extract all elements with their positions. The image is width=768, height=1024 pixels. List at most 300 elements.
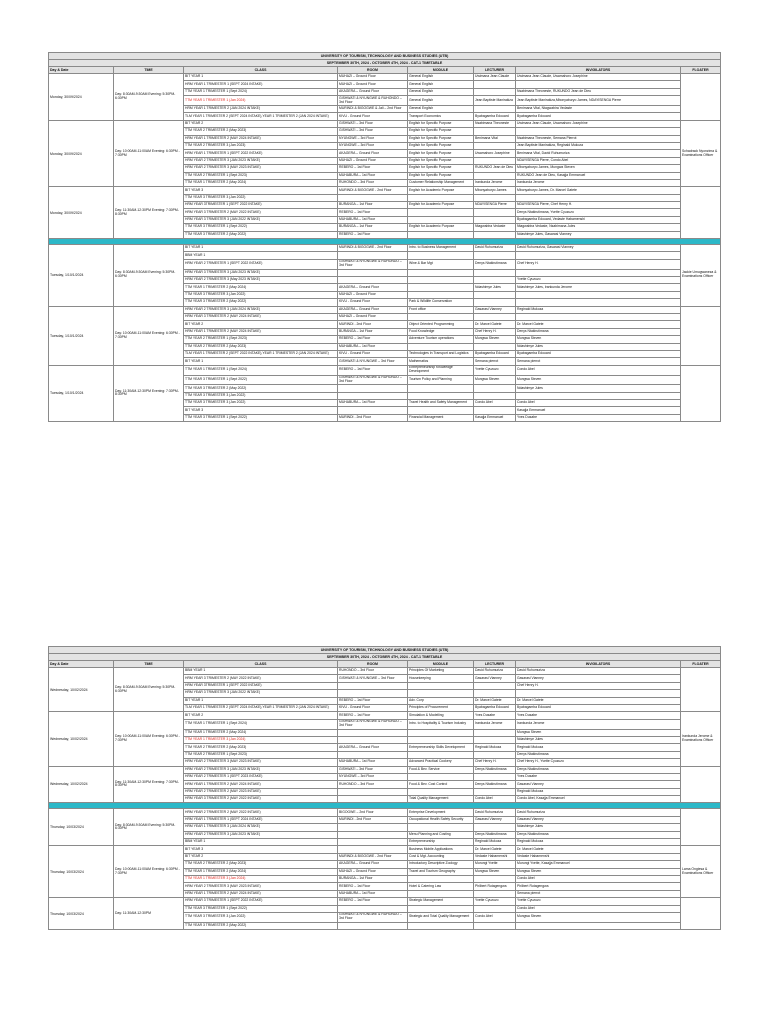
- lecturer-cell: Yves Dusabe: [474, 712, 516, 719]
- class-cell: HRM YEAR 2 TRIMESTER 3 (May 2023 INTAKE): [184, 277, 338, 284]
- lecturer-cell: Murungi Yvette: [474, 861, 516, 868]
- lecturer-cell: Vedaste Habamenshi: [474, 853, 516, 860]
- time-cell: Day: 11:30AM-12:30PM Evening: 7:30PM-8:30PM: [114, 365, 184, 422]
- invigilators-cell: Jean Baptiste Manirakiza,Mbonyaburyo James, NDAYISENGA Pierre: [516, 96, 681, 106]
- class-cell: HRM YEAR 1 TRIMESTER 2 (JAN 2024 INTAKE): [184, 105, 338, 112]
- invigilators-cell: Jean Baptiste Manirakiza, Reginald Mukoza: [516, 142, 681, 149]
- invigilators-cell: Byabagamba Edouard, Vedaste Habamenshi: [516, 216, 681, 223]
- room-cell: REBERO – 1st Floor: [338, 209, 408, 216]
- module-cell: English for Specific Purpose: [408, 157, 474, 164]
- room-cell: RUHONDO – 3rd Floor: [338, 781, 408, 788]
- class-cell: HRM YEAR 3 TRIMESTER 2 (MAY 2022 INTAKE): [184, 796, 338, 803]
- class-cell: TTM YEAR 1 TRIMESTER 2 (May 2024): [184, 729, 338, 736]
- invigilators-cell: Condo Abel: [516, 365, 681, 375]
- lecturer-cell: [474, 88, 516, 95]
- time-cell: Day: 8:30AM-9:30AM Evening: 5:30PM-6:30PM: [114, 245, 184, 307]
- class-cell: TTM YEAR 1 TRIMESTER 3 (Jan 2024): [184, 736, 338, 743]
- class-cell: HRM YEAR 3 TRIMESTER 1 (SEPT 2022 INTAKE): [184, 898, 338, 905]
- room-cell: [338, 269, 408, 276]
- room-cell: GISHWATI & NYUNGWE – 3rd Floor: [338, 675, 408, 682]
- lecturer-cell: [474, 277, 516, 284]
- class-cell: HRM YEAR 1 TRIMESTER 3 (JAN 2024 INTAKE): [184, 824, 338, 831]
- module-cell: [408, 788, 474, 795]
- invigilators-cell: David Ruhumuriza: [516, 809, 681, 816]
- class-cell: TTM YEAR 3 TRIMESTER 3 (Jan 2022): [184, 392, 338, 399]
- invigilators-cell: Chef Henry H.: [516, 682, 681, 689]
- invigilators-cell: [516, 392, 681, 399]
- sheet-title: UNIVERSITY OF TOURISM, TECHNOLOGY AND BUSINESS STUDIES (UTB): [49, 53, 721, 60]
- table-row: [49, 187, 721, 194]
- class-cell: BIT YEAR 2: [184, 712, 338, 719]
- lecturer-cell: Denys Ntakirutimana: [474, 781, 516, 788]
- room-cell: NYUNGWE – 3rd Floor: [338, 135, 408, 142]
- invigilators-cell: Reginald Mukoza: [516, 839, 681, 846]
- invigilators-cell: Byabagamba Edouard: [516, 704, 681, 711]
- invigilators-cell: [516, 81, 681, 88]
- class-cell: TTM YEAR 1 TRIMESTER 1 (Sept 2024): [184, 719, 338, 729]
- time-cell: Day: 10:00AM-11:00AM Evening: 6:30PM - 7:30PM: [114, 846, 184, 898]
- day-date-cell: Monday, 30/09/2024: [49, 74, 114, 121]
- invigilators-cell: Denys Ntakirutimana: [516, 751, 681, 758]
- invigilators-cell: Yves Dusabe: [516, 712, 681, 719]
- lecturer-cell: Mungwa Steven: [474, 868, 516, 875]
- class-cell: TTM YEAR 3 TRIMESTER 1 (Sept 2022): [184, 375, 338, 385]
- class-cell: HRM YEAR 1 TRIMESTER 1 (SEPT 2024 INTAKE): [184, 816, 338, 823]
- lecturer-cell: Condo Abel: [474, 912, 516, 922]
- table-row: [49, 245, 721, 252]
- invigilators-cell: Yves Dusabe: [516, 414, 681, 421]
- invigilators-cell: Denys Ntakirutimana: [516, 831, 681, 838]
- module-cell: [408, 682, 474, 689]
- module-cell: Entrepreneurship Knowledge Development: [408, 365, 474, 375]
- invigilators-cell: Irankunda Jerome: [516, 719, 681, 729]
- room-cell: MUHABURA – 1st Floor: [338, 890, 408, 897]
- lecturer-cell: [474, 922, 516, 929]
- class-cell: TTM YEAR 1 TRIMESTER 1 (Sept 2024): [184, 365, 338, 375]
- class-cell: BIT YEAR 2: [184, 321, 338, 328]
- floater-cell: [681, 365, 721, 422]
- lecturer-cell: [474, 407, 516, 414]
- module-cell: [408, 291, 474, 298]
- invigilators-cell: Ndashimye Jules: [516, 343, 681, 350]
- room-cell: BIGOGWE – 2nd Floor: [338, 809, 408, 816]
- room-cell: BURANGA – 1st Floor: [338, 328, 408, 335]
- module-cell: Wine & Bar Mgt: [408, 259, 474, 269]
- room-cell: [338, 194, 408, 201]
- room-cell: MUHABURA – 1st Floor: [338, 172, 408, 179]
- lecturer-cell: Byabagamba Edouard: [474, 704, 516, 711]
- class-cell: HRM YEAR 3TRIMESTER 1 (SEPT 2022 INTAKE): [184, 202, 338, 209]
- invigilators-cell: Benimana Vital, Ntagwabira Vedaste: [516, 105, 681, 112]
- invigilators-cell: Semana pierrot: [516, 358, 681, 365]
- class-cell: TTM YEAR 2 TRIMESTER 2 (May 2023): [184, 861, 338, 868]
- lecturer-cell: Irankunda Jerome: [474, 719, 516, 729]
- module-cell: Adv. Corp: [408, 697, 474, 704]
- room-cell: MUHAZI – Ground Floor: [338, 291, 408, 298]
- column-header-module: MODULE: [408, 661, 474, 668]
- column-header-class: CLASS: [184, 67, 338, 74]
- class-cell: TTM YEAR 3 TRIMESTER 3 (Jan 2022): [184, 912, 338, 922]
- class-cell: HRM YEAR 2 TRIMESTER 1 (SEPT 2022 INTAKE): [184, 259, 338, 269]
- room-cell: KIVU - Ground Floor: [338, 350, 408, 357]
- day-date-cell: Tuesday, 1/10/1/2024: [49, 306, 114, 365]
- class-cell: BIT YEAR 1: [184, 245, 338, 252]
- module-cell: Entrepreneurship: [408, 839, 474, 846]
- lecturer-cell: Dr. Marcel Gatete: [474, 697, 516, 704]
- class-cell: TLM YEAR 1 TRIMESTER 2 (SEPT 2024 INTAKE),YEAR 1 TRIMESTER 2 (JAN 2024 INTAKE): [184, 113, 338, 120]
- invigilators-cell: [516, 291, 681, 298]
- module-cell: Menu Planning and Costing: [408, 831, 474, 838]
- room-cell: REBERO – 1st Floor: [338, 336, 408, 343]
- column-header-floater: FLOATER: [681, 661, 721, 668]
- class-cell: HRM YEAR 2 TRIMESTER 3 (JAN 2023 INTAKE): [184, 766, 338, 773]
- class-cell: TTM YEAR 2 TRIMESTER 1 (Sept 2023): [184, 172, 338, 179]
- invigilators-cell: Condo Abel, Kasajja Emmanuel: [516, 796, 681, 803]
- module-cell: English for Specific Purpose: [408, 128, 474, 135]
- table-row: [49, 846, 721, 853]
- module-cell: Park & Wildlife Conservation: [408, 299, 474, 306]
- module-cell: [408, 284, 474, 291]
- invigilators-cell: Ndashimye Jules: [516, 385, 681, 392]
- invigilators-cell: Dr. Marcel Gatete: [516, 321, 681, 328]
- module-cell: [408, 905, 474, 912]
- invigilators-cell: Ndashimye Jules: [516, 736, 681, 743]
- invigilators-cell: Nsabimana Theoneste, RUKUNDO Jean de Dieu: [516, 88, 681, 95]
- class-cell: TLM YEAR 1 TRIMESTER 2 (SEPT 2022 INTAKE),YEAR 1 TRIMESTER 2 (JAN 2024 INTAKE): [184, 350, 338, 357]
- class-cell: TTM YEAR 3 TRIMESTER 1 (Sept 2022): [184, 905, 338, 912]
- column-header-class: CLASS: [184, 661, 338, 668]
- room-cell: AKAGERA – Ground Floor: [338, 306, 408, 313]
- timetable-table: [48, 52, 721, 422]
- module-cell: Front office: [408, 306, 474, 313]
- timetable-sheet-1: [48, 52, 720, 422]
- class-cell: HRM YEAR 1 TRIMESTER 1 (SEPT 2024 INTAKE): [184, 81, 338, 88]
- lecturer-cell: [474, 299, 516, 306]
- room-cell: GISHWATI & NYUNGWE & RUHONDO – 3rd Floor: [338, 259, 408, 269]
- room-cell: GISHWATI & NYUNGWE & RUHONDO – 3rd Floor: [338, 375, 408, 385]
- class-cell: TTM YEAR 3 TRIMESTER 2 (May 2022): [184, 922, 338, 929]
- class-cell: HRM YEAR 3 TRIMESTER 3 (JAN 2023 INTAKE): [184, 269, 338, 276]
- module-cell: [408, 890, 474, 897]
- room-cell: MUHABURA – 1st Floor: [338, 216, 408, 223]
- sheet-title: SEPTEMBER 30TH, 2024 - OCTOBER 4TH, 2024 - CAT-1 TIMETABLE: [49, 60, 721, 67]
- module-cell: Intro. to Business Management: [408, 245, 474, 252]
- room-cell: RUHONDO – 3rd Floor: [338, 668, 408, 675]
- lecturer-cell: [474, 216, 516, 223]
- invigilators-cell: RUKUNDO Jean de Dieu, Kasajja Emmanuel: [516, 172, 681, 179]
- room-cell: REBERO – 1st Floor: [338, 898, 408, 905]
- class-cell: TTM YEAR 3 TRIMESTER 2 (May 2022): [184, 385, 338, 392]
- day-date-cell: Tuesday, 1/10/1/2024: [49, 245, 114, 307]
- invigilators-cell: Yvette Cyuzuzo: [516, 898, 681, 905]
- room-cell: [338, 690, 408, 697]
- invigilators-cell: Mungwa Steven: [516, 868, 681, 875]
- invigilators-cell: [516, 128, 681, 135]
- lecturer-cell: [474, 682, 516, 689]
- module-cell: [408, 875, 474, 882]
- invigilators-cell: Mungwa Steven: [516, 912, 681, 922]
- floater-cell: [681, 809, 721, 846]
- invigilators-cell: Dr. Marcel Gatete: [516, 846, 681, 853]
- invigilators-cell: [516, 922, 681, 929]
- lecturer-cell: Gasarasi Vianney: [474, 306, 516, 313]
- column-header-invigilators: INVIGILATORS: [516, 661, 681, 668]
- module-cell: General English: [408, 88, 474, 95]
- time-cell: Day: 10:00AM-11:00AM Evening: 6:30PM - 7:30PM: [114, 306, 184, 365]
- time-cell: Day: 11:30AM-12:30PM: [114, 898, 184, 930]
- invigilators-cell: Reginald Mukoza: [516, 744, 681, 751]
- lecturer-cell: Mungwa Steven: [474, 375, 516, 385]
- module-cell: Food & Bev. Service: [408, 766, 474, 773]
- invigilators-cell: Uwimana Jean Claude, Uwamahoro Josephine: [516, 120, 681, 127]
- room-cell: MUHABURA – 1st Floor: [338, 400, 408, 407]
- time-cell: Day: 10:00AM-11:00AM Evening: 6:30PM - 7:30PM: [114, 712, 184, 766]
- lecturer-cell: David Ruhumuriza: [474, 245, 516, 252]
- module-cell: Adventure Tourism operations: [408, 336, 474, 343]
- class-cell: HRM YEAR 3 TRIMESTER 2 (MAY 2022 INTAKE): [184, 209, 338, 216]
- floater-cell: [681, 187, 721, 239]
- room-cell: MUHAZI – Ground Floor: [338, 868, 408, 875]
- lecturer-cell: RUKUNDO Jean de Dieu: [474, 165, 516, 172]
- lecturer-cell: Chef Henry H.: [474, 328, 516, 335]
- floater-cell: [681, 306, 721, 365]
- room-cell: GISHWATI – 3rd Floor: [338, 128, 408, 135]
- class-cell: TTM YEAR 3 TRIMESTER 2 (May 2022): [184, 231, 338, 238]
- module-cell: Mathematics: [408, 358, 474, 365]
- module-cell: English for Academic Purpose: [408, 187, 474, 194]
- room-cell: MUHABURA – 1st Floor: [338, 759, 408, 766]
- class-cell: HRM YEAR 1 TRIMESTER 1 (SEPT 2022 INTAKE): [184, 150, 338, 157]
- class-cell: HRM YEAR 3TRIMESTER 1 (SEPT 2022 INTAKE): [184, 682, 338, 689]
- class-cell: HRM YEAR 2 TRIMESTER 3 (JAN 2023 INTAKE): [184, 831, 338, 838]
- floater-cell: Schadrack Nyonzima & Examinations Officer: [681, 120, 721, 187]
- room-cell: [338, 922, 408, 929]
- lecturer-cell: [474, 209, 516, 216]
- module-cell: Simulation & Modelling: [408, 712, 474, 719]
- table-row: [49, 306, 721, 313]
- class-cell: HRM YEAR 1 TRIMESTER 2 (MAY 2024 INTAKE): [184, 135, 338, 142]
- class-cell: TTM YEAR 3 TRIMESTER 3 (Jan 2022): [184, 194, 338, 201]
- room-cell: AKAGERA – Ground Floor: [338, 744, 408, 751]
- invigilators-cell: Mungwa Steven: [516, 375, 681, 385]
- module-cell: Enterprise Development: [408, 809, 474, 816]
- invigilators-cell: Denys Ntakirutimana: [516, 766, 681, 773]
- room-cell: MUHAZI – Ground Floor: [338, 81, 408, 88]
- room-cell: GISHWATI & NYUNGWE – 3rd Floor: [338, 358, 408, 365]
- invigilators-cell: Irankunda Jerome: [516, 179, 681, 186]
- lecturer-cell: Benimana Vital: [474, 135, 516, 142]
- room-cell: KIVU - Ground Floor: [338, 299, 408, 306]
- lecturer-cell: [474, 773, 516, 780]
- class-cell: BIT YEAR 1: [184, 74, 338, 81]
- class-cell: BIT YEAR 1: [184, 697, 338, 704]
- lecturer-cell: Dr. Marcel Gatete: [474, 846, 516, 853]
- lecturer-cell: [474, 890, 516, 897]
- lecturer-cell: Uwamahoro Josephine: [474, 150, 516, 157]
- module-cell: Hotel & Catering Law: [408, 883, 474, 890]
- time-cell: Day: 11:30AM-12:30PM Evening: 7:30PM-8:30PM: [114, 766, 184, 803]
- invigilators-cell: [516, 252, 681, 259]
- table-row: [49, 668, 721, 675]
- class-cell: TTM YEAR 2 TRIMESTER 3 (Jan 2023): [184, 142, 338, 149]
- table-row: [49, 712, 721, 719]
- column-header-room: ROOM: [338, 661, 408, 668]
- room-cell: [338, 796, 408, 803]
- class-cell: TTM YEAR 3 TRIMESTER 3 (Jan 2022): [184, 400, 338, 407]
- module-cell: [408, 922, 474, 929]
- module-cell: [408, 751, 474, 758]
- invigilators-cell: Mbonyaburyo James, Mungwa Steven: [516, 165, 681, 172]
- floater-cell: [681, 74, 721, 121]
- invigilators-cell: Reginald Mukoza: [516, 788, 681, 795]
- lecturer-cell: Mbonyaburyo James: [474, 187, 516, 194]
- invigilators-cell: Condo Abel: [516, 875, 681, 882]
- room-cell: REBERO – 1st Floor: [338, 165, 408, 172]
- class-cell: TTM YEAR 1 TRIMESTER 1 (Jan 2024): [184, 96, 338, 106]
- lecturer-cell: [474, 905, 516, 912]
- lecturer-cell: Kasajja Emmanuel: [474, 414, 516, 421]
- module-cell: Introductory Descriptive Zoology: [408, 861, 474, 868]
- class-cell: BIT YEAR 3: [184, 407, 338, 414]
- lecturer-cell: [474, 81, 516, 88]
- module-cell: Entrepreneurship Skills Development: [408, 744, 474, 751]
- class-cell: TTM YEAR 2 TRIMESTER 1 (Sept 2023): [184, 751, 338, 758]
- invigilators-cell: Ntagwabira Vedaste, Nsabimana Jules: [516, 224, 681, 231]
- invigilators-cell: Ndashimye Jules, Gasarasi Vianney: [516, 231, 681, 238]
- table-row: [49, 74, 721, 81]
- class-cell: HRM YEAR 2 TRIMESTER 3 (MAY 2023 INTAKE): [184, 883, 338, 890]
- lecturer-cell: [474, 788, 516, 795]
- room-cell: AKAGERA – Ground Floor: [338, 150, 408, 157]
- class-cell: BIT YEAR 3: [184, 187, 338, 194]
- module-cell: Transport Economics: [408, 113, 474, 120]
- room-cell: RUHONDO – 3rd Floor: [338, 179, 408, 186]
- module-cell: [408, 773, 474, 780]
- module-cell: English for Specific Purpose: [408, 135, 474, 142]
- module-cell: [408, 313, 474, 320]
- lecturer-cell: Denys Ntakirutimana: [474, 259, 516, 269]
- class-cell: TTM YEAR 2 TRIMESTER 2 (May 2023): [184, 343, 338, 350]
- module-cell: Cost & Mgt. Accounting: [408, 853, 474, 860]
- lecturer-cell: [474, 269, 516, 276]
- day-date-cell: Tuesday, 1/10/1/2024: [49, 365, 114, 422]
- invigilators-cell: NDAYISENGA Pierre, Chef Henry H.: [516, 202, 681, 209]
- module-cell: [408, 231, 474, 238]
- day-date-cell: Monday, 30/09/2024: [49, 120, 114, 187]
- lecturer-cell: [474, 736, 516, 743]
- module-cell: [408, 824, 474, 831]
- day-date-cell: Thursday, 10/03/2024: [49, 809, 114, 846]
- invigilators-cell: Ndashimye Jules, Irankunda Jerome: [516, 284, 681, 291]
- lecturer-cell: Gasarasi Vianney: [474, 816, 516, 823]
- lecturer-cell: [474, 751, 516, 758]
- lecturer-cell: Uwimana Jean Claude: [474, 74, 516, 81]
- invigilators-cell: Ndashimye Jules: [516, 824, 681, 831]
- room-cell: [338, 392, 408, 399]
- invigilators-cell: [516, 313, 681, 320]
- room-cell: [338, 751, 408, 758]
- room-cell: MURINDI & BIGOGWE & Jali – 2nd Floor: [338, 105, 408, 112]
- class-cell: HRM YEAR 2 TRIMESTER 3 (JAN 2024 INTAKE): [184, 306, 338, 313]
- lecturer-cell: Denys Ntakirutimana: [474, 831, 516, 838]
- invigilators-cell: Mungwa Steven: [516, 729, 681, 736]
- room-cell: MUHAZI – Ground Floor: [338, 313, 408, 320]
- class-cell: TTM YEAR 1 TRIMESTER 2 (May 2024): [184, 868, 338, 875]
- module-cell: Strategic and Total Quality Management: [408, 912, 474, 922]
- class-cell: HRM YEAR 2 TRIMESTER 3 (MAY 2023 INTAKE): [184, 759, 338, 766]
- room-cell: MURINDI & BIGOGWE - 2nd Floor: [338, 853, 408, 860]
- room-cell: MUHABURA – 1st Floor: [338, 343, 408, 350]
- module-cell: English for Academic Purpose: [408, 224, 474, 231]
- column-header-lecturer: LECTURER: [474, 67, 516, 74]
- class-cell: BIT YEAR 2: [184, 853, 338, 860]
- invigilators-cell: Kasajja Emmanuel: [516, 407, 681, 414]
- room-cell: REBERO – 1st Floor: [338, 697, 408, 704]
- module-cell: Housekeeping: [408, 675, 474, 682]
- invigilators-cell: [516, 194, 681, 201]
- lecturer-cell: Condo Abel: [474, 796, 516, 803]
- room-cell: NYUNGWE – 3rd Floor: [338, 773, 408, 780]
- room-cell: REBERO – 1st Floor: [338, 231, 408, 238]
- table-row: [49, 365, 721, 375]
- class-cell: HRM YEAR 3 TRIMESTER 2 (MAY 2024 INTAKE): [184, 313, 338, 320]
- lecturer-cell: [474, 105, 516, 112]
- class-cell: HRM YEAR 3 TRIMESTER 3 (JAN 2022 INTAKE): [184, 216, 338, 223]
- lecturer-cell: Irankunda Jerome: [474, 179, 516, 186]
- invigilators-cell: Gasarasi Vianney: [516, 675, 681, 682]
- room-cell: GISHWATI & NYUNGWE & RUHONDO – 3rd Floor: [338, 719, 408, 729]
- lecturer-cell: [474, 392, 516, 399]
- room-cell: GISHWATI & NYUNGWE & RUHONDO – 3rd Floor: [338, 912, 408, 922]
- module-cell: Food & Bev. Cost Control: [408, 781, 474, 788]
- class-cell: HRM YEAR 1 TRIMESTER 2 (MAY 2024 INTAKE): [184, 781, 338, 788]
- module-cell: Travel Health and Safety Management: [408, 400, 474, 407]
- module-cell: English for Specific Purpose: [408, 165, 474, 172]
- column-header-module: MODULE: [408, 67, 474, 74]
- module-cell: Principles Of Marketing: [408, 668, 474, 675]
- lecturer-cell: Semana pierrot: [474, 358, 516, 365]
- invigilators-cell: Condo Abel: [516, 400, 681, 407]
- room-cell: REBERO – 1st Floor: [338, 712, 408, 719]
- time-cell: Day: 8:30AM-9:30AM Evening: 5:30PM-6:30PM: [114, 668, 184, 712]
- lecturer-cell: Yvette Cyuzuzo: [474, 365, 516, 375]
- room-cell: KIVU - Ground Floor: [338, 704, 408, 711]
- class-cell: HRM YEAR 3 TRIMESTER 3 (JAN 2022 INTAKE): [184, 690, 338, 697]
- invigilators-cell: Reginald Mukoza: [516, 306, 681, 313]
- module-cell: Advanced Practical Cookery: [408, 759, 474, 766]
- column-header-time: TIME: [114, 661, 184, 668]
- floater-cell: Jackie Umugwaneza & Examinations Officer: [681, 245, 721, 307]
- lecturer-cell: Chef Henry H.: [474, 759, 516, 766]
- invigilators-cell: Denys Ntakirutimana: [516, 328, 681, 335]
- lecturer-cell: [474, 172, 516, 179]
- floater-cell: [681, 668, 721, 712]
- lecturer-cell: [474, 690, 516, 697]
- class-cell: BBM YEAR 1: [184, 839, 338, 846]
- invigilators-cell: Gasarasi Vianney: [516, 781, 681, 788]
- invigilators-cell: David Ruhumuriza: [516, 668, 681, 675]
- time-cell: Day: 11:30AM-12:30PM Evening: 7:30PM-8:30PM: [114, 187, 184, 239]
- invigilators-cell: Mungwa Steven: [516, 336, 681, 343]
- floater-cell: Lama Ongiesa & Examinations Officer: [681, 846, 721, 898]
- room-cell: BURANGA – 1st Floor: [338, 224, 408, 231]
- lecturer-cell: Byabagamba Edouard: [474, 350, 516, 357]
- module-cell: Travel and Tourism Geography: [408, 868, 474, 875]
- lecturer-cell: [474, 824, 516, 831]
- lecturer-cell: David Ruhumuriza: [474, 809, 516, 816]
- class-cell: BIT YEAR 3: [184, 846, 338, 853]
- module-cell: Strategic Management: [408, 898, 474, 905]
